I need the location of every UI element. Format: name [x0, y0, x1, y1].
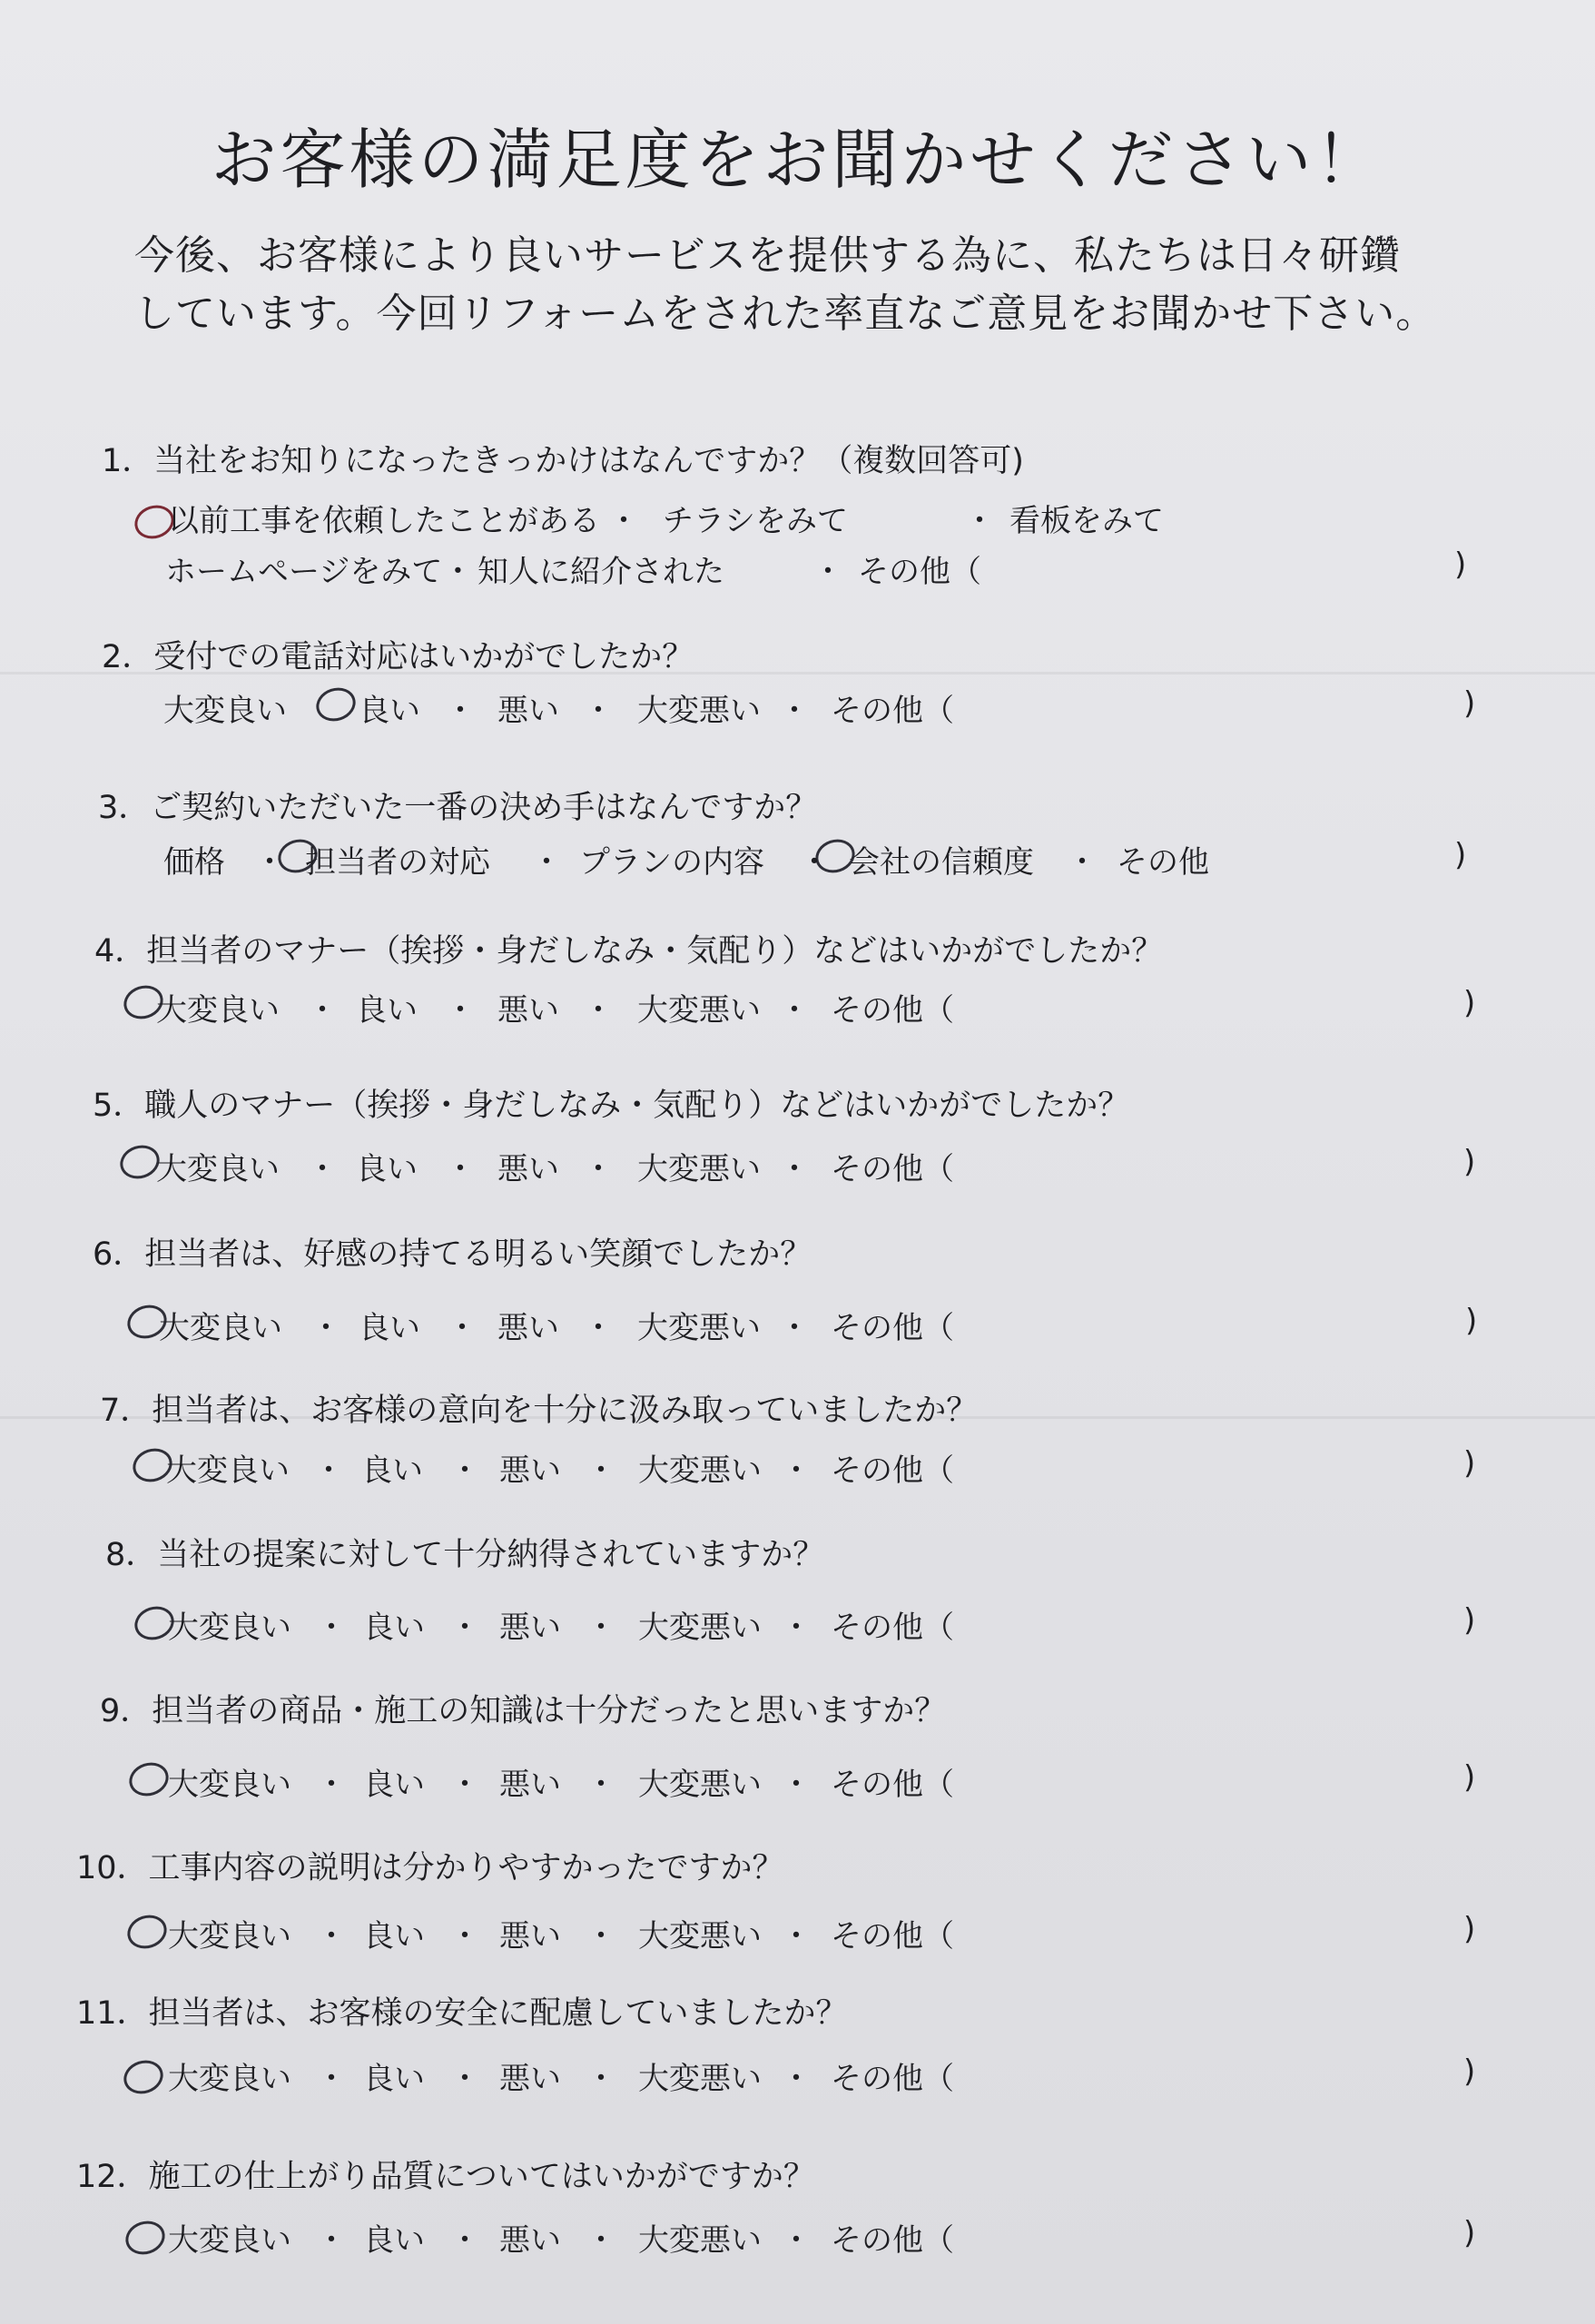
option-plan[interactable]: プランの内容 [579, 844, 764, 881]
intro-text [134, 227, 1436, 343]
option-good[interactable]: 良い [359, 693, 420, 729]
question-1: 1．当社をお知りになったきっかけはなんですか？（複数回答可) [102, 443, 1024, 479]
option-very-bad[interactable]: 大変悪い [638, 1610, 762, 1646]
separator-dot: ・ [531, 844, 562, 881]
circle-mark [122, 2216, 170, 2260]
option-bad[interactable]: 悪い [497, 693, 559, 729]
separator-dot: ・ [583, 693, 614, 729]
option-staff-response[interactable]: 担当者の対応 [305, 844, 490, 881]
option-very-good[interactable]: 大変良い [163, 693, 287, 729]
option-other[interactable]: その他（ [831, 1151, 954, 1187]
option-bad[interactable]: 悪い [499, 1452, 561, 1489]
option-other[interactable]: その他 [1117, 844, 1209, 881]
option-good[interactable]: 良い [363, 1767, 425, 1803]
option-very-bad[interactable]: 大変悪い [637, 1151, 761, 1187]
option-very-good[interactable]: 大変良い [168, 1918, 291, 1955]
option-other[interactable]: その他（ [831, 2061, 954, 2097]
separator-dot: ・ [313, 1452, 344, 1489]
separator-dot: ・ [964, 503, 995, 539]
question-12: 12．施工の仕上がり品質についてはいかがですか？ [76, 2159, 815, 2195]
option-signboard[interactable]: 看板をみて [1009, 503, 1164, 539]
close-paren: ) [1463, 1144, 1476, 1180]
separator-dot: ・ [781, 1767, 812, 1803]
separator-dot: ・ [449, 2061, 480, 2097]
separator-dot: ・ [310, 1310, 341, 1346]
separator-dot: ・ [1067, 844, 1098, 881]
separator-dot: ・ [449, 1918, 480, 1955]
option-other[interactable]: その他（ [831, 992, 954, 1029]
option-very-good[interactable]: 大変良い [168, 2061, 291, 2097]
separator-dot: ・ [583, 1310, 614, 1346]
circle-mark [120, 2055, 168, 2099]
option-very-bad[interactable]: 大変悪い [637, 693, 761, 729]
separator-dot: ・ [779, 1310, 810, 1346]
option-bad[interactable]: 悪い [499, 1767, 561, 1803]
separator-dot: ・ [781, 2222, 812, 2259]
question-9: 9．担当者の商品・施工の知識は十分だったと思いますか？ [100, 1693, 947, 1729]
circle-mark [312, 683, 360, 726]
option-other[interactable]: その他（ [831, 1610, 954, 1646]
option-other[interactable]: その他（ [831, 1918, 954, 1955]
separator-dot: ・ [316, 1767, 347, 1803]
separator-dot: ・ [586, 2222, 616, 2259]
separator-dot: ・ [781, 1610, 812, 1646]
separator-dot: ・ [586, 2061, 616, 2097]
option-bad[interactable]: 悪い [497, 1151, 559, 1187]
separator-dot: ・ [449, 2222, 480, 2259]
option-bad[interactable]: 悪い [497, 1310, 559, 1346]
option-bad[interactable]: 悪い [497, 992, 559, 1029]
option-homepage[interactable]: ホームページをみて・ [165, 554, 474, 590]
separator-dot: ・ [586, 1610, 616, 1646]
separator-dot: ・ [586, 1918, 616, 1955]
option-very-good[interactable]: 大変良い [159, 1310, 282, 1346]
separator-dot: ・ [449, 1610, 480, 1646]
separator-dot: ・ [779, 693, 810, 729]
question-8: 8．当社の提案に対して十分納得されていますか？ [105, 1537, 825, 1573]
option-bad[interactable]: 悪い [499, 2222, 561, 2259]
separator-dot: ・ [447, 1310, 478, 1346]
option-bad[interactable]: 悪い [499, 1918, 561, 1955]
option-very-bad[interactable]: 大変悪い [637, 992, 761, 1029]
separator-dot: ・ [779, 992, 810, 1029]
option-other[interactable]: その他（ [831, 693, 954, 729]
separator-dot: ・ [812, 554, 843, 590]
separator-dot: ・ [583, 992, 614, 1029]
option-other[interactable]: その他（ [831, 1767, 954, 1803]
option-very-bad[interactable]: 大変悪い [638, 2222, 762, 2259]
option-good[interactable]: 良い [363, 1610, 425, 1646]
circle-mark [125, 1758, 173, 1801]
separator-dot: ・ [316, 1918, 347, 1955]
close-paren: ) [1463, 1602, 1476, 1639]
separator-dot: ・ [316, 2061, 347, 2097]
option-good[interactable]: 良い [359, 1310, 420, 1346]
separator-dot: ・ [781, 1918, 812, 1955]
option-very-bad[interactable]: 大変悪い [638, 1918, 762, 1955]
separator-dot: ・ [779, 1151, 810, 1187]
option-good[interactable]: 良い [363, 2222, 425, 2259]
separator-dot: ・ [307, 992, 338, 1029]
close-paren: ) [1463, 1911, 1476, 1947]
option-other[interactable]: その他（ [858, 554, 981, 590]
separator-dot: ・ [445, 693, 476, 729]
separator-dot: ・ [586, 1452, 616, 1489]
close-paren: ) [1463, 2215, 1476, 2251]
circle-mark [123, 1910, 172, 1954]
separator-dot: ・ [781, 1452, 812, 1489]
separator-dot: ・ [445, 1151, 476, 1187]
separator-dot: ・ [254, 844, 285, 881]
option-previous-work[interactable]: 以前工事を依頼したことがある [168, 503, 600, 539]
close-paren: ) [1465, 1303, 1478, 1339]
option-flyer[interactable]: チラシをみて [663, 503, 848, 539]
close-paren: ) [1454, 837, 1467, 873]
intro-line: 今後、お客様により良いサービスを提供する為に、私たちは日々研鑽 [134, 232, 1401, 279]
option-price[interactable]: 価格 [163, 844, 225, 881]
separator-dot: ・ [781, 2061, 812, 2097]
option-very-good[interactable]: 大変良い [168, 2222, 291, 2259]
survey-title: お客様の満足度をお聞かせください！ [211, 122, 1384, 198]
separator-dot: ・ [316, 2222, 347, 2259]
close-paren: ) [1463, 685, 1476, 722]
separator-dot: ・ [316, 1610, 347, 1646]
question-11: 11．担当者は、お客様の安全に配慮していましたか？ [76, 1995, 848, 2032]
option-bad[interactable]: 悪い [499, 2061, 561, 2097]
option-very-bad[interactable]: 大変悪い [638, 1452, 762, 1489]
option-very-good[interactable]: 大変良い [166, 1452, 290, 1489]
separator-dot: ・ [583, 1151, 614, 1187]
option-very-bad[interactable]: 大変悪い [638, 2061, 762, 2097]
separator-dot: ・ [449, 1452, 480, 1489]
separator-dot: ・ [445, 992, 476, 1029]
separator-dot: ・ [307, 1151, 338, 1187]
question-2: 2．受付での電話対応はいかがでしたか？ [102, 639, 694, 675]
separator-dot: ・ [608, 503, 639, 539]
option-other[interactable]: その他（ [831, 2222, 954, 2259]
question-6: 6．担当者は、好感の持てる明るい笑顔でしたか？ [93, 1236, 812, 1273]
option-very-good[interactable]: 大変良い [168, 1610, 291, 1646]
option-very-good[interactable]: 大変良い [168, 1767, 291, 1803]
close-paren: ) [1463, 1445, 1476, 1482]
option-other[interactable]: その他（ [831, 1452, 954, 1489]
option-good[interactable]: 良い [361, 1452, 423, 1489]
intro-line: しています。今回リフォームをされた率直なご意見をお聞かせ下さい。 [134, 290, 1437, 337]
option-good[interactable]: 良い [363, 1918, 425, 1955]
option-bad[interactable]: 悪い [499, 1610, 561, 1646]
option-very-bad[interactable]: 大変悪い [638, 1767, 762, 1803]
option-good[interactable]: 良い [363, 2061, 425, 2097]
separator-dot: ・ [799, 844, 830, 881]
option-very-good[interactable]: 大変良い [156, 992, 280, 1029]
separator-dot: ・ [586, 1767, 616, 1803]
close-paren: ) [1463, 1759, 1476, 1796]
option-good[interactable]: 良い [356, 1151, 418, 1187]
option-very-good[interactable]: 大変良い [156, 1151, 280, 1187]
question-7: 7．担当者は、お客様の意向を十分に汲み取っていましたか？ [100, 1393, 979, 1429]
question-4: 4．担当者のマナー（挨拶・身だしなみ・気配り）などはいかがでしたか？ [94, 933, 1164, 970]
option-good[interactable]: 良い [356, 992, 418, 1029]
option-trust[interactable]: 会社の信頼度 [849, 844, 1034, 881]
option-referral[interactable]: 知人に紹介された [478, 554, 724, 590]
question-10: 10．工事内容の説明は分かりやすかったですか？ [76, 1850, 784, 1886]
option-very-bad[interactable]: 大変悪い [637, 1310, 761, 1346]
close-paren: ) [1454, 547, 1467, 583]
close-paren: ) [1463, 985, 1476, 1021]
option-other[interactable]: その他（ [831, 1310, 954, 1346]
question-3: 3．ご契約いただいた一番の決め手はなんですか？ [98, 790, 818, 826]
question-5: 5．職人のマナー（挨拶・身だしなみ・気配り）などはいかがでしたか？ [93, 1088, 1130, 1124]
separator-dot: ・ [449, 1767, 480, 1803]
close-paren: ) [1463, 2053, 1476, 2090]
